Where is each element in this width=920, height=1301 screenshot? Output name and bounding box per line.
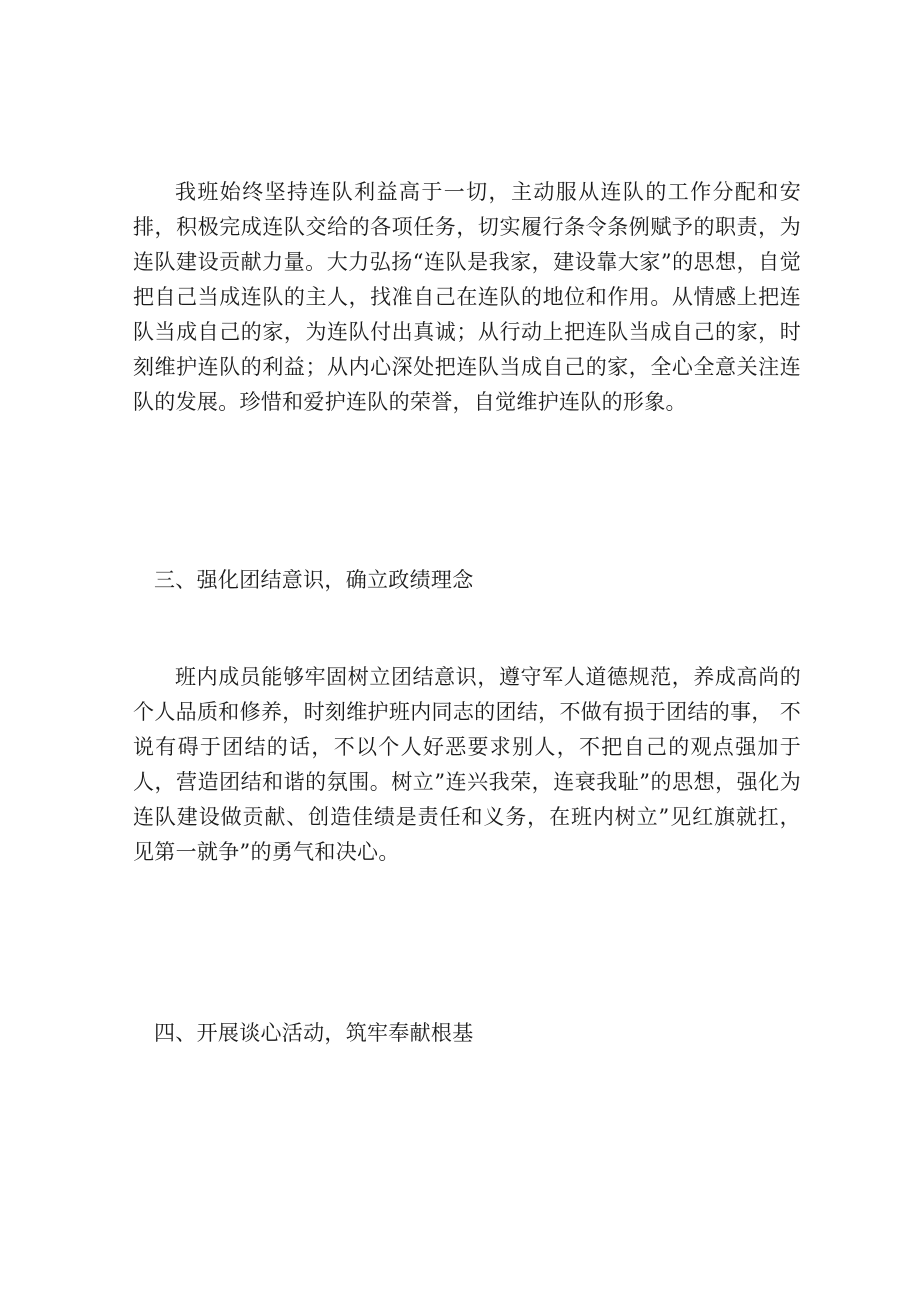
section-heading-4: 四、开展谈心活动，筑牢奉献根基 [154, 1021, 474, 1045]
body-paragraph-unity: 班内成员能够牢固树立团结意识，遵守军人道德规范，养成高尚的个人品质和修养，时刻维护班内同志的团结，不做有损于团结的事， 不说有碍于团结的话，不以个人好恶要求别人，不把自己的观点强加于人，营造团结和谐的氛围。树立”连兴我荣，连衰我耻”的思想，强化为连队建设做贡献、创造佳绩是责任和义务，在班内树立”见红旗就扛，见第一就争”的勇气和决心。 [133, 665, 801, 864]
section-heading-3: 三、强化团结意识，确立政绩理念 [154, 568, 474, 592]
body-paragraph-loyalty: 我班始终坚持连队利益高于一切，主动服从连队的工作分配和安排，积极完成连队交给的各项任务，切实履行条令条例赋予的职责，为连队建设贡献力量。大力弘扬“连队是我家，建设靠大家”的思想，自觉把自己当成连队的主人，找准自己在连队的地位和作用。从情感上把连队当成自己的家，为连队付出真诚；从行动上把连队当成自己的家，时刻维护连队的利益；从内心深处把连队当成自己的家，全心全意关注连队的发展。珍惜和爱护连队的荣誉，自觉维护连队的形象。 [133, 180, 801, 414]
